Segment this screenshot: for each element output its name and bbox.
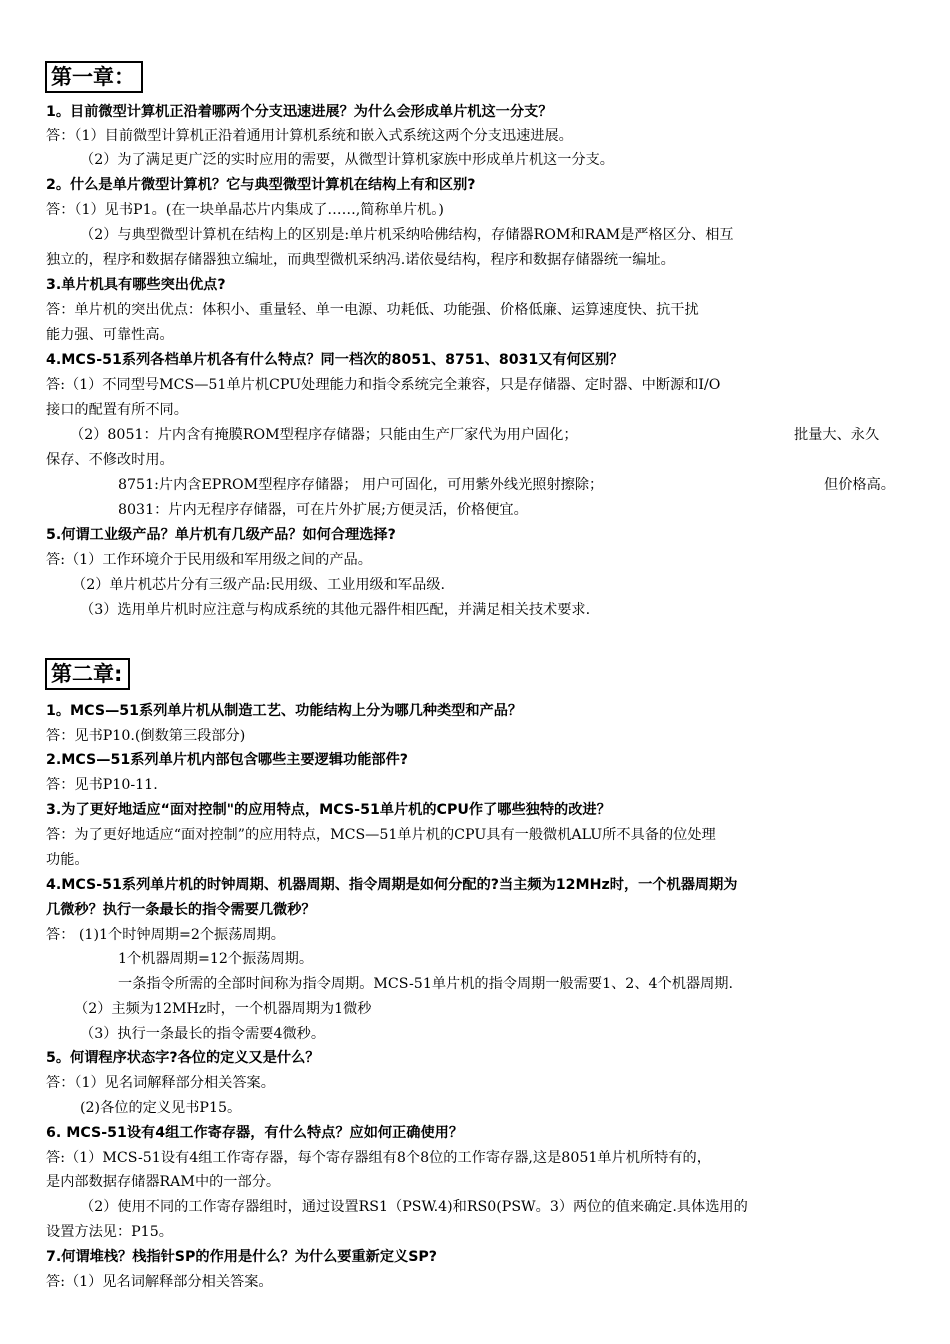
answer-line: （2）使用不同的工作寄存器组时，通过设置RS1（PSW.4)和RS0(PSW。3）两位的值来确定.具体选用的 xyxy=(80,1199,748,1215)
answer-line: 答:（1）MCS-51设有4组工作寄存器，每个寄存器组有8个8位的工作寄存器,这是8051单片机所特有的， xyxy=(46,1150,711,1166)
answer-line: 答： (1)1个时钟周期=2个振荡周期。 xyxy=(46,927,285,943)
question-2-1: 1。MCS—51系列单片机从制造工艺、功能结构上分为哪几种类型和产品？ xyxy=(46,703,523,719)
answer-line: 设置方法见：P15。 xyxy=(46,1224,173,1240)
answer-line-right: 批量大、永久 xyxy=(794,427,880,443)
question-1-5: 5.何谓工业级产品？单片机有几级产品？如何合理选择? xyxy=(46,527,396,543)
answer-line: 接口的配置有所不同。 xyxy=(46,402,188,418)
answer-line: （3）执行一条最长的指令需要4微秒。 xyxy=(80,1026,326,1042)
answer-line: （2）与典型微型计算机在结构上的区别是:单片机采纳哈佛结构，存储器ROM和RAM是严格区分、相互 xyxy=(80,227,734,243)
chapter-2-heading: 第二章: xyxy=(45,658,130,690)
answer-line: 8031：片内无程序存储器，可在片外扩展;方便灵活，价格便宜。 xyxy=(118,502,528,518)
question-2-4: 4.MCS-51系列单片机的时钟周期、机器周期、指令周期是如何分配的?当主频为12MHz时，一个机器周期为 xyxy=(46,877,738,893)
question-2-7: 7.何谓堆栈？栈指针SP的作用是什么？为什么要重新定义SP? xyxy=(46,1249,438,1265)
answer-line: 答：（1）目前微型计算机正沿着通用计算机系统和嵌入式系统这两个分支迅速进展。 xyxy=(46,128,573,144)
answer-line: 答：为了更好地适应“面对控制”的应用特点，MCS—51单片机的CPU具有一般微机ALU所不具备的位处理 xyxy=(46,827,716,843)
question-2-3: 3.为了更好地适应“面对控制"的应用特点，MCS-51单片机的CPU作了哪些独特的改进？ xyxy=(46,802,611,818)
answer-line: （2）单片机芯片分有三级产品:民用级、工业用级和军品级. xyxy=(72,577,446,593)
answer-line: 答：单片机的突出优点：体积小、重量轻、单一电源、功耗低、功能强、价格低廉、运算速度快、抗干扰 xyxy=(46,302,699,318)
question-2-4-cont: 几微秒？执行一条最长的指令需要几微秒？ xyxy=(46,902,316,918)
question-1-4: 4.MCS-51系列各档单片机各有什么特点？同一档次的8051、8751、8031又有何区别？ xyxy=(46,352,624,368)
question-1-2: 2。什么是单片微型计算机？它与典型微型计算机在结构上有和区别? xyxy=(46,177,476,193)
answer-line: （2）主频为12MHz时，一个机器周期为1微秒 xyxy=(74,1001,372,1017)
answer-line: (2)各位的定义见书P15。 xyxy=(80,1100,242,1116)
answer-line-right: 但价格高。 xyxy=(824,477,895,493)
answer-line: 答：见书P10.(倒数第三段部分) xyxy=(46,728,246,744)
answer-line: 1个机器周期=12个振荡周期。 xyxy=(118,951,314,967)
answer-line: 一条指令所需的全部时间称为指令周期。MCS-51单片机的指令周期一般需要1、2、4个机器周期. xyxy=(118,976,733,992)
answer-line: 答：（1）见书P1。(在一块单晶芯片内集成了……,简称单片机。) xyxy=(46,202,444,218)
answer-line: 答:（1）工作环境介于民用级和军用级之间的产品。 xyxy=(46,552,372,568)
answer-line: 答：见书P10-11. xyxy=(46,777,158,793)
question-1-3: 3.单片机具有哪些突出优点? xyxy=(46,277,226,293)
answer-line: 独立的，程序和数据存储器独立编址，而典型微机采纳冯.诺依曼结构，程序和数据存储器统一编址。 xyxy=(46,252,675,268)
question-2-6: 6. MCS-51设有4组工作寄存器，有什么特点？应如何正确使用？ xyxy=(46,1125,464,1141)
answer-line: 8751:片内含EPROM型程序存储器； 用户可固化，可用紫外线光照射擦除； xyxy=(118,477,604,493)
answer-line: 答:（1）不同型号MCS—51单片机CPU处理能力和指令系统完全兼容，只是存储器、定时器、中断源和I/O xyxy=(46,377,721,393)
answer-line: 能力强、可靠性高。 xyxy=(46,327,174,343)
question-2-5: 5。何谓程序状态字?各位的定义又是什么？ xyxy=(46,1050,320,1066)
question-2-2: 2.MCS—51系列单片机内部包含哪些主要逻辑功能部件? xyxy=(46,752,408,768)
answer-line: 功能。 xyxy=(46,852,89,868)
answer-line: 保存、不修改时用。 xyxy=(46,452,174,468)
answer-line: 答:（1）见名词解释部分相关答案。 xyxy=(46,1274,273,1290)
answer-line: （3）选用单片机时应注意与构成系统的其他元器件相匹配，并满足相关技术要求. xyxy=(80,602,591,618)
answer-line: 答：（1）见名词解释部分相关答案。 xyxy=(46,1075,275,1091)
chapter-1-heading: 第一章： xyxy=(45,61,143,93)
answer-line: （2）为了满足更广泛的实时应用的需要，从微型计算机家族中形成单片机这一分支。 xyxy=(80,152,614,168)
answer-line: 是内部数据存储器RAM中的一部分。 xyxy=(46,1174,281,1190)
answer-line: （2）8051：片内含有掩膜ROM型程序存储器；只能由生产厂家代为用户固化； xyxy=(70,427,578,443)
question-1-1: 1。目前微型计算机正沿着哪两个分支迅速进展？为什么会形成单片机这一分支？ xyxy=(46,104,553,120)
